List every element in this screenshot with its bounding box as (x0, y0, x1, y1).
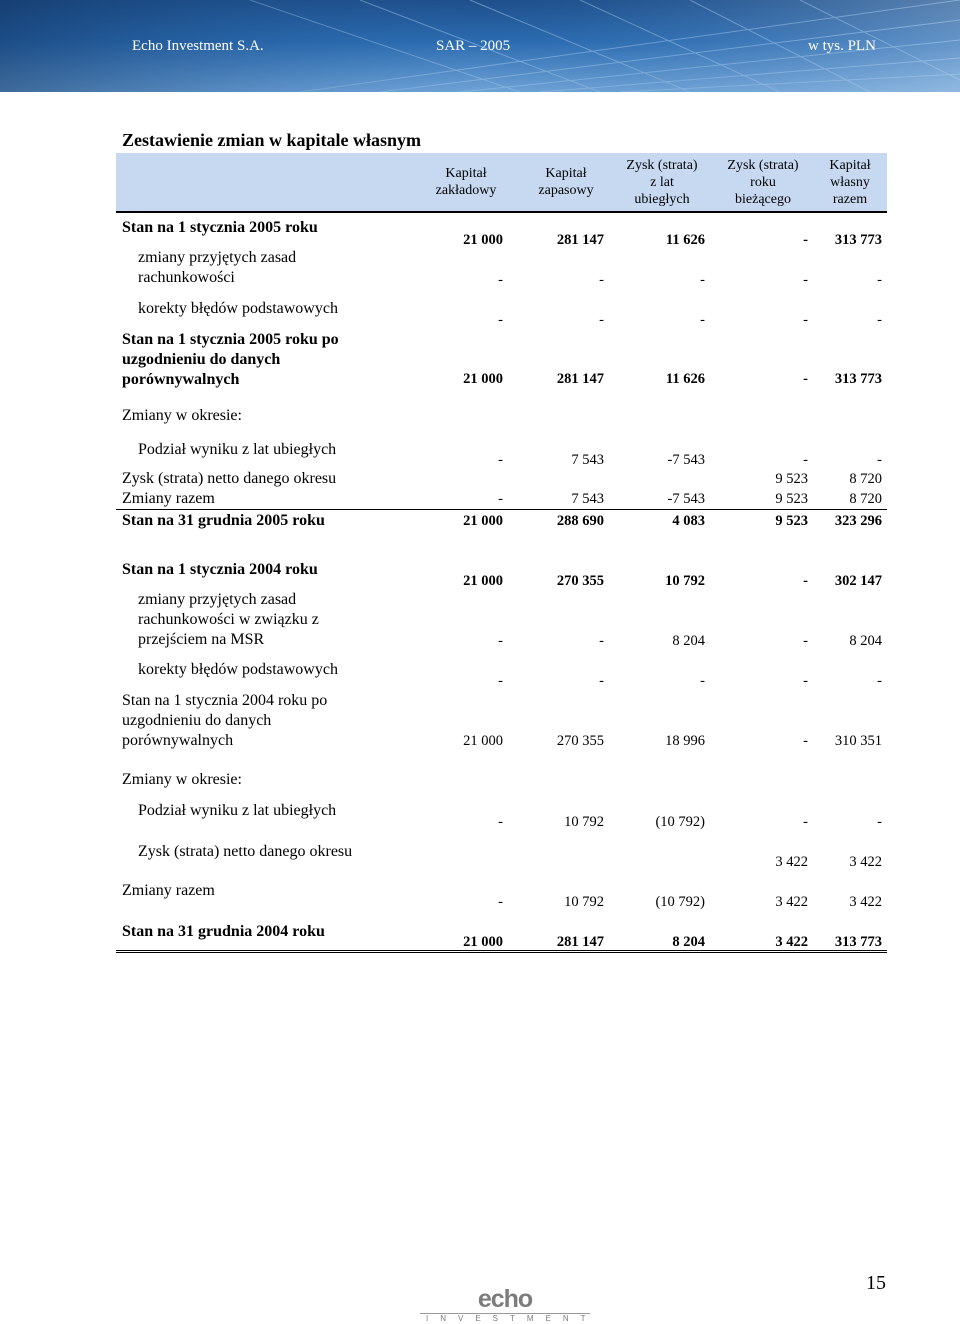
row-value: - (599, 673, 604, 689)
row-label: zmiany przyjętych zasad rachunkowości (138, 249, 297, 286)
row-value: - (803, 272, 808, 288)
row-value: - (877, 673, 882, 689)
row-value: 9 523 (775, 491, 808, 507)
row-value: 21 000 (463, 573, 503, 589)
row-label: Stan na 1 stycznia 2005 roku po uzgodnieniu do danych porównywalnych (122, 331, 339, 388)
currency-unit: w tys. PLN (808, 38, 876, 54)
row-value: 270 355 (556, 573, 604, 589)
row-value: - (803, 573, 808, 589)
row-label: Stan na 31 grudnia 2004 roku (122, 923, 325, 940)
row-label: Zmiany razem (122, 490, 215, 507)
row-value: - (498, 814, 503, 830)
row-value: 10 792 (564, 814, 604, 830)
row-value: 9 523 (775, 513, 808, 529)
row-value: - (498, 312, 503, 328)
column-header: Zysk (strata) z lat ubiegłych (626, 157, 698, 207)
row-value: 21 000 (463, 371, 503, 387)
row-value: - (700, 673, 705, 689)
row-value: - (877, 272, 882, 288)
equity-changes-table (116, 153, 887, 950)
column-header: Kapitał zakładowy (435, 166, 497, 198)
row-value: 4 083 (672, 513, 705, 529)
row-value: 10 792 (665, 573, 705, 589)
row-label: Podział wyniku z lat ubiegłych (138, 441, 337, 458)
row-value: - (803, 814, 808, 830)
row-label: korekty błędów podstawowych (138, 300, 338, 317)
row-value: - (803, 633, 808, 649)
row-label: Zysk (strata) netto danego okresu (138, 843, 353, 860)
row-value: - (803, 452, 808, 468)
row-value: 21 000 (463, 513, 503, 529)
table-rule (116, 509, 887, 510)
table-header (116, 153, 887, 213)
row-value: - (498, 894, 503, 910)
row-value: - (700, 312, 705, 328)
row-label: zmiany przyjętych zasad rachunkowości w związku z przejściem na MSR (138, 591, 319, 648)
row-value: 281 147 (556, 371, 604, 387)
row-value: 7 543 (571, 491, 604, 507)
row-value: 8 204 (849, 633, 882, 649)
row-value: (10 792) (655, 814, 705, 830)
row-value: - (803, 733, 808, 749)
row-value: 8 720 (849, 491, 882, 507)
row-value: 21 000 (463, 733, 503, 749)
row-value: 313 773 (834, 232, 882, 248)
row-value: (10 792) (655, 894, 705, 910)
row-value: -7 543 (667, 491, 705, 507)
column-header: Kapitał własny razem (829, 157, 871, 207)
row-value: -7 543 (667, 452, 705, 468)
row-value: 3 422 (775, 934, 808, 950)
row-label: Zysk (strata) netto danego okresu (122, 470, 337, 487)
row-value: 10 792 (564, 894, 604, 910)
row-value: 7 543 (571, 452, 604, 468)
row-value: 3 422 (775, 894, 808, 910)
row-value: 3 422 (849, 894, 882, 910)
table-rule (116, 950, 887, 953)
row-value: 323 296 (834, 513, 882, 529)
row-label: Stan na 31 grudnia 2005 roku (122, 512, 325, 529)
row-value: 281 147 (556, 934, 604, 950)
row-label: Zmiany w okresie: (122, 407, 242, 424)
row-value: 281 147 (556, 232, 604, 248)
row-value: 288 690 (556, 513, 604, 529)
row-value: - (498, 633, 503, 649)
company-name: Echo Investment S.A. (132, 38, 264, 54)
row-value: 8 204 (672, 633, 705, 649)
row-value: - (877, 312, 882, 328)
row-value: - (498, 272, 503, 288)
row-value: 310 351 (834, 733, 882, 749)
row-value: - (498, 491, 503, 507)
row-value: - (877, 452, 882, 468)
row-value: - (803, 232, 808, 248)
row-value: 313 773 (834, 934, 882, 950)
row-value: 21 000 (463, 934, 503, 950)
row-label: Stan na 1 stycznia 2005 roku (122, 219, 318, 236)
column-header: Zysk (strata) roku bieżącego (727, 157, 799, 207)
row-value: 3 422 (775, 854, 808, 870)
row-value: 11 626 (665, 232, 705, 248)
row-value: 302 147 (834, 573, 882, 589)
row-value: 18 996 (665, 733, 705, 749)
row-value: - (599, 312, 604, 328)
row-value: - (599, 272, 604, 288)
logo-subtitle: INVESTMENT (420, 1313, 590, 1324)
row-value: - (803, 312, 808, 328)
page-number: 15 (866, 1272, 886, 1294)
row-value: - (700, 272, 705, 288)
row-label: korekty błędów podstawowych (138, 661, 338, 678)
page-title: Zestawienie zmian w kapitale własnym (122, 130, 421, 150)
row-value: 11 626 (665, 371, 705, 387)
report-name: SAR – 2005 (436, 38, 511, 54)
column-header: Kapitał zapasowy (538, 166, 594, 198)
logo-word: echo (477, 1285, 533, 1313)
header-banner (0, 0, 960, 92)
row-value: 3 422 (849, 854, 882, 870)
row-value: - (599, 633, 604, 649)
row-value: 8 204 (672, 934, 705, 950)
row-label: Stan na 1 stycznia 2004 roku po uzgodnieniu do danych porównywalnych (122, 692, 328, 749)
row-value: - (803, 673, 808, 689)
row-value: 9 523 (775, 471, 808, 487)
row-label: Zmiany w okresie: (122, 771, 242, 788)
row-label: Zmiany razem (122, 882, 215, 899)
row-value: 270 355 (556, 733, 604, 749)
row-value: - (498, 673, 503, 689)
row-value: - (498, 452, 503, 468)
row-value: - (877, 814, 882, 830)
row-value: - (803, 371, 808, 387)
row-label: Stan na 1 stycznia 2004 roku (122, 561, 318, 578)
row-value: 313 773 (834, 371, 882, 387)
row-value: 8 720 (849, 471, 882, 487)
row-value: 21 000 (463, 232, 503, 248)
echo-logo (420, 1285, 598, 1323)
row-label: Podział wyniku z lat ubiegłych (138, 802, 337, 819)
